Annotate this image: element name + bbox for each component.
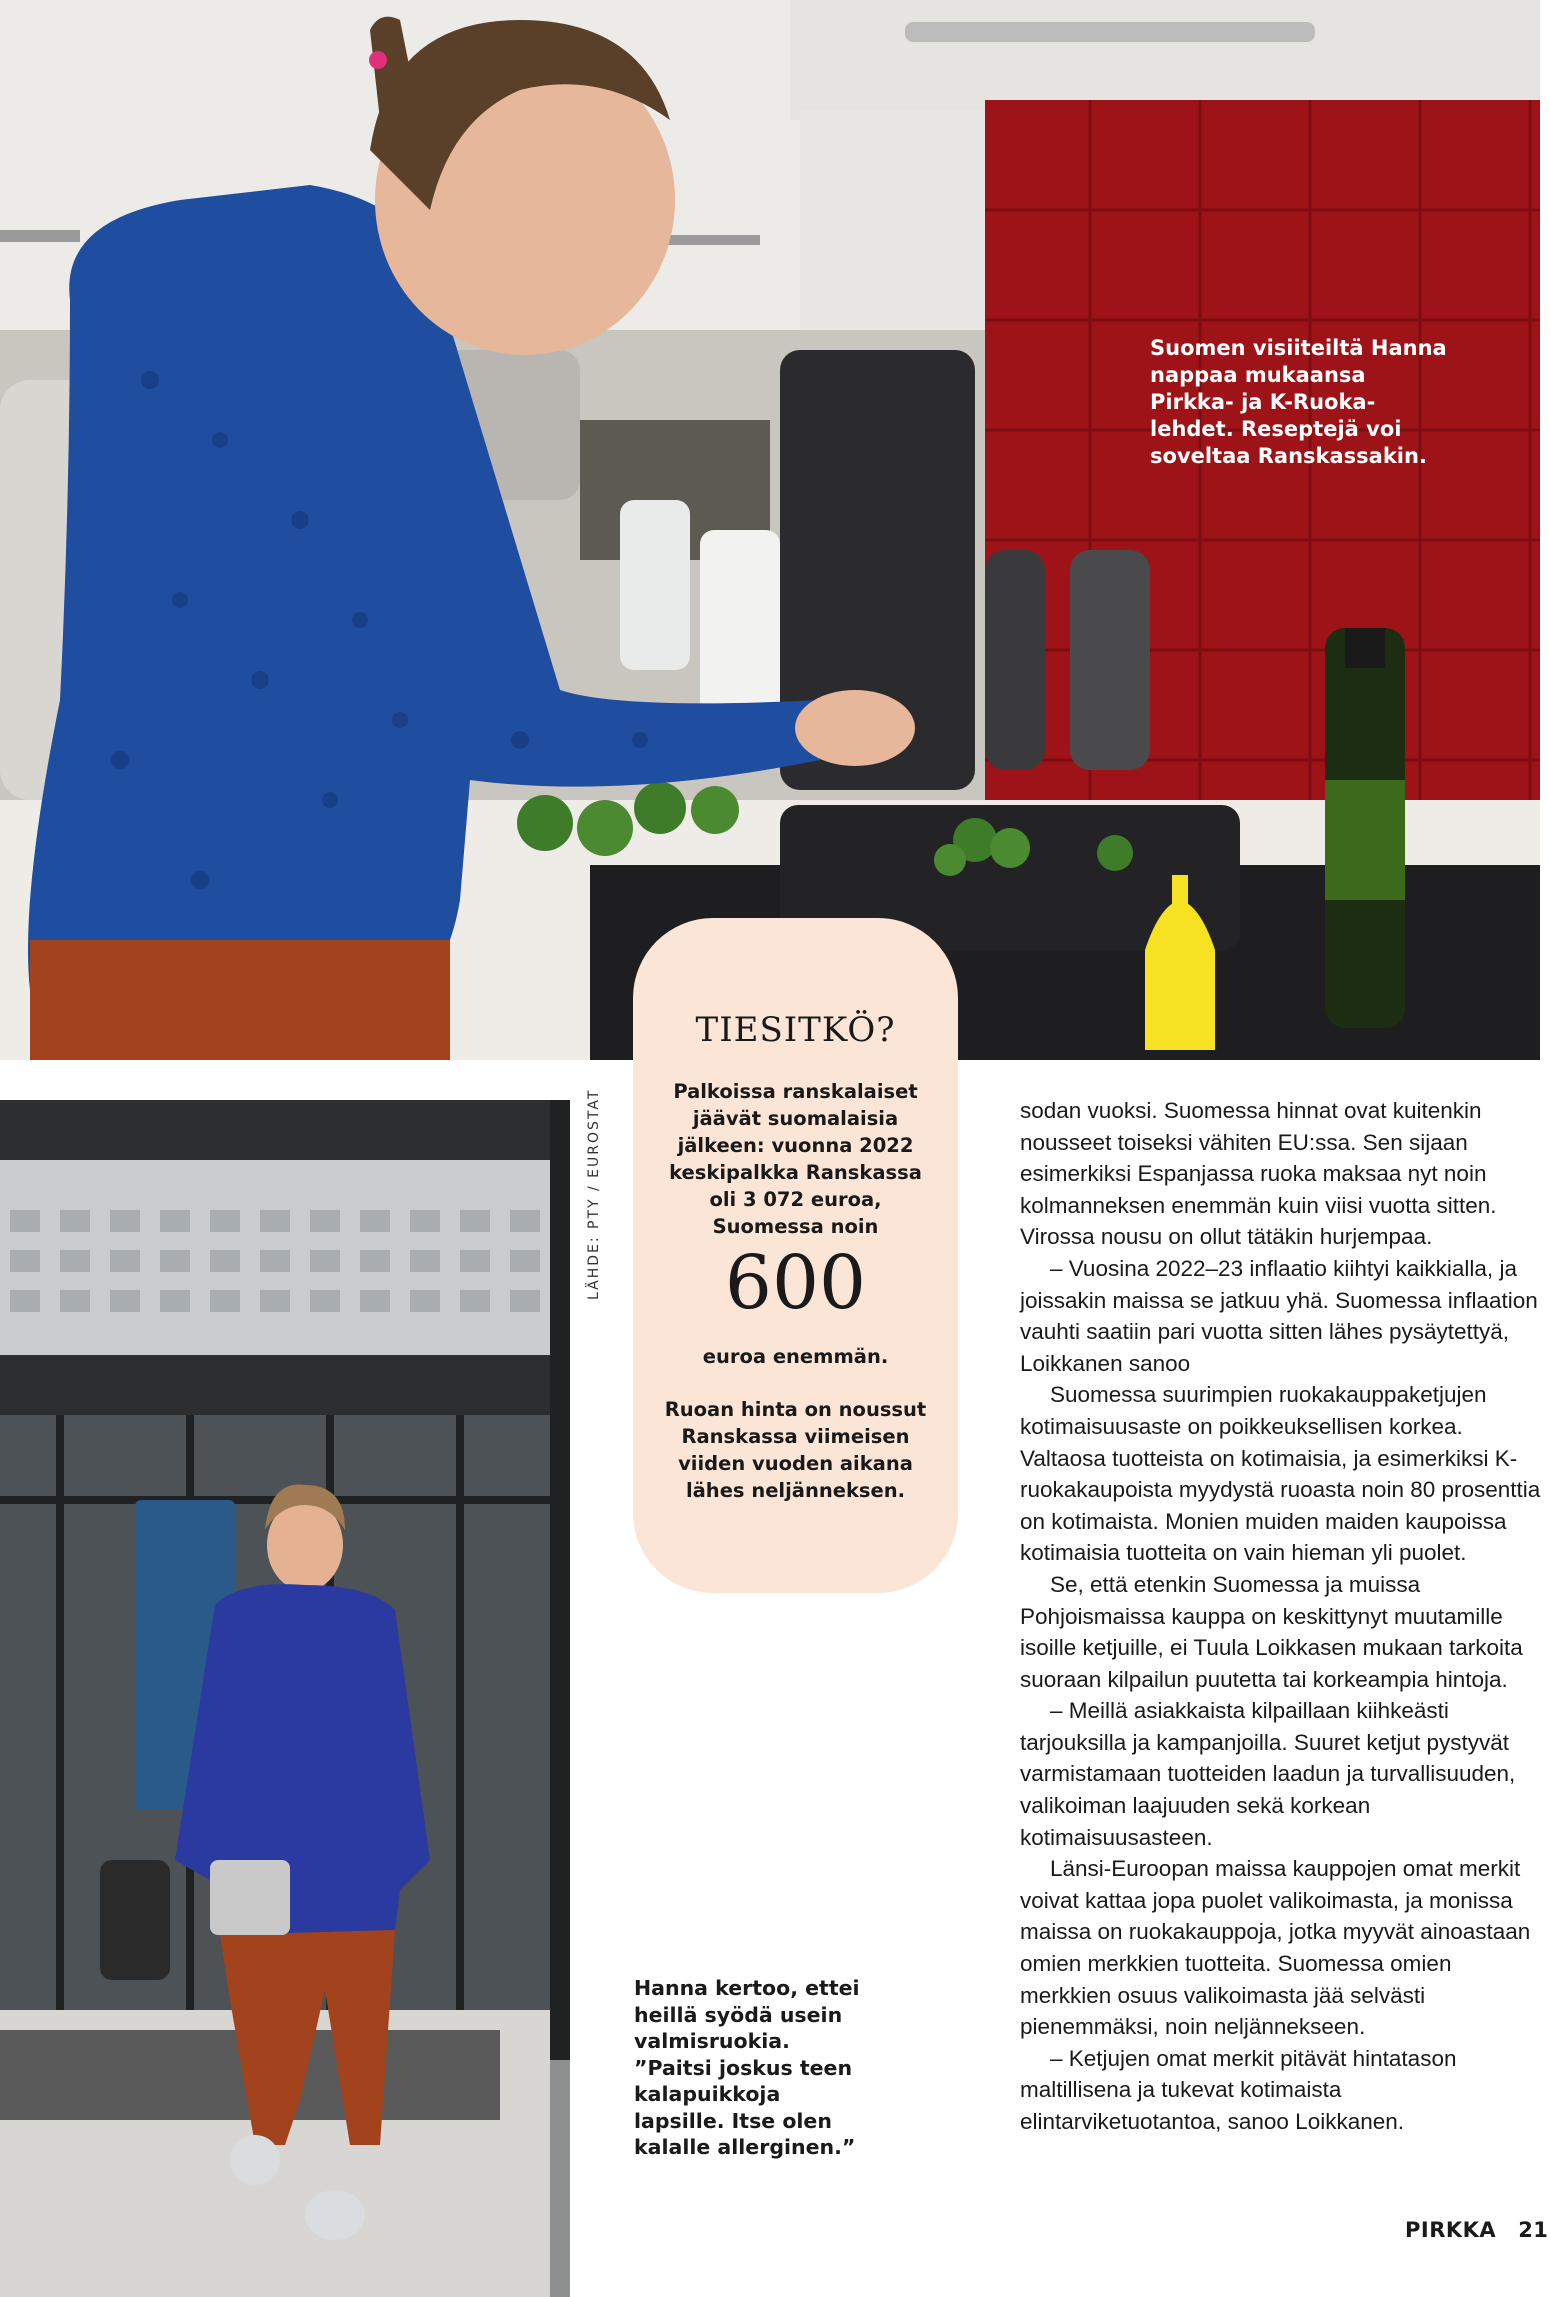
top-photo-caption: Suomen visiiteiltä Hanna nappaa mukaansa Pirkka- ja K-Ruoka-lehdet. Reseptejä voi soveltaa Ranskassakin. bbox=[1150, 336, 1447, 468]
page-footer bbox=[1405, 2218, 1548, 2242]
magazine-name: PIRKKA bbox=[1405, 2218, 1497, 2242]
body-paragraph: – Meillä asiakkaista kilpaillaan kiihkeästi tarjouksilla ja kampanjoilla. Suuret ketjut pystyvät varmistamaan tuotteiden laadun ja turvallisuuden, valikoiman laajuuden sekä korkean kotimaisuusasteen. bbox=[1020, 1698, 1516, 1850]
body-paragraph: Länsi-Euroopan maissa kauppojen omat merkit voivat kattaa jopa puolet valikoimasta, ja monissa maissa on ruokakauppoja, jotka myyvät ainoastaan omien merkkien tuotteita. Suomessa omien merkkien osuus valikoimasta jää selvästi pienemmäksi, noin neljännekseen. bbox=[1020, 1856, 1531, 2040]
body-paragraph: – Vuosina 2022–23 inflaatio kiihtyi kaikkialla, ja joissakin maissa se jatkuu yhä. Suomessa inflaation vauhti saatiin pari vuotta sitten lähes pysäytettyä, Loikkanen sanoo bbox=[1020, 1255, 1538, 1376]
factbox-text-1: Palkoissa ranskalaiset jäävät suomalaisia jälkeen: vuonna 2022 keskipalkka Ranskassa oli 3 072 euroa, Suomessa noin bbox=[669, 1080, 922, 1238]
source-note: LÄHDE: PTY / EUROSTAT bbox=[586, 1088, 602, 1300]
kitchen-photo bbox=[0, 0, 1540, 1060]
factbox-title: TIESITKÖ? bbox=[695, 1010, 896, 1050]
store-entrance-photo bbox=[0, 1100, 570, 2297]
body-paragraph: – Ketjujen omat merkit pitävät hintatason maltillisena ja tukevat kotimaista elintarviketuotantoa, sanoo Loikkanen. bbox=[1020, 2045, 1457, 2134]
body-paragraph: sodan vuoksi. Suomessa hinnat ovat kuitenkin nousseet toiseksi vähiten EU:ssa. Sen sijaan esimerkiksi Espanjassa ruoka maksaa nyt noin kolmanneksen enemmän kuin viisi vuotta sitten. Virossa nousu on ollut tätäkin hurjempaa. bbox=[1020, 1098, 1497, 1250]
page-number: 21 bbox=[1518, 2218, 1549, 2242]
factbox-text-3: Ruoan hinta on noussut Ranskassa viimeisen viiden vuoden aikana lähes neljänneksen. bbox=[664, 1398, 927, 1502]
body-paragraph: Se, että etenkin Suomessa ja muissa Pohjoismaissa kauppa on keskittynyt muutamille isoille ketjuille, ei Tuula Loikkasen mukaan tarkoita suoraan kilpailun puutetta tai korkeampia hintoja. bbox=[1020, 1571, 1523, 1692]
factbox-text-2: euroa enemmän. bbox=[702, 1345, 889, 1368]
factbox bbox=[633, 918, 958, 1593]
factbox-big-number: 600 bbox=[724, 1240, 867, 1326]
article-body bbox=[1020, 1095, 1545, 2138]
body-paragraph: Suomessa suurimpien ruokakauppaketjujen kotimaisuusaste on poikkeuksellisen korkea. Valtaosa tuotteista on kotimaisia, ja esimerkiksi K-ruokakaupoista myydystä ruoasta noin 80 prosenttia on kotimaista. Monien muiden maiden kaupoissa kotimaisia tuotteita on vain hieman yli puolet. bbox=[1020, 1382, 1541, 1566]
bottom-photo-caption: Hanna kertoo, ettei heillä syödä usein valmisruokia. ”Paitsi joskus teen kalapuikkoja lapsille. Itse olen kalalle allerginen.” bbox=[634, 1976, 860, 2159]
